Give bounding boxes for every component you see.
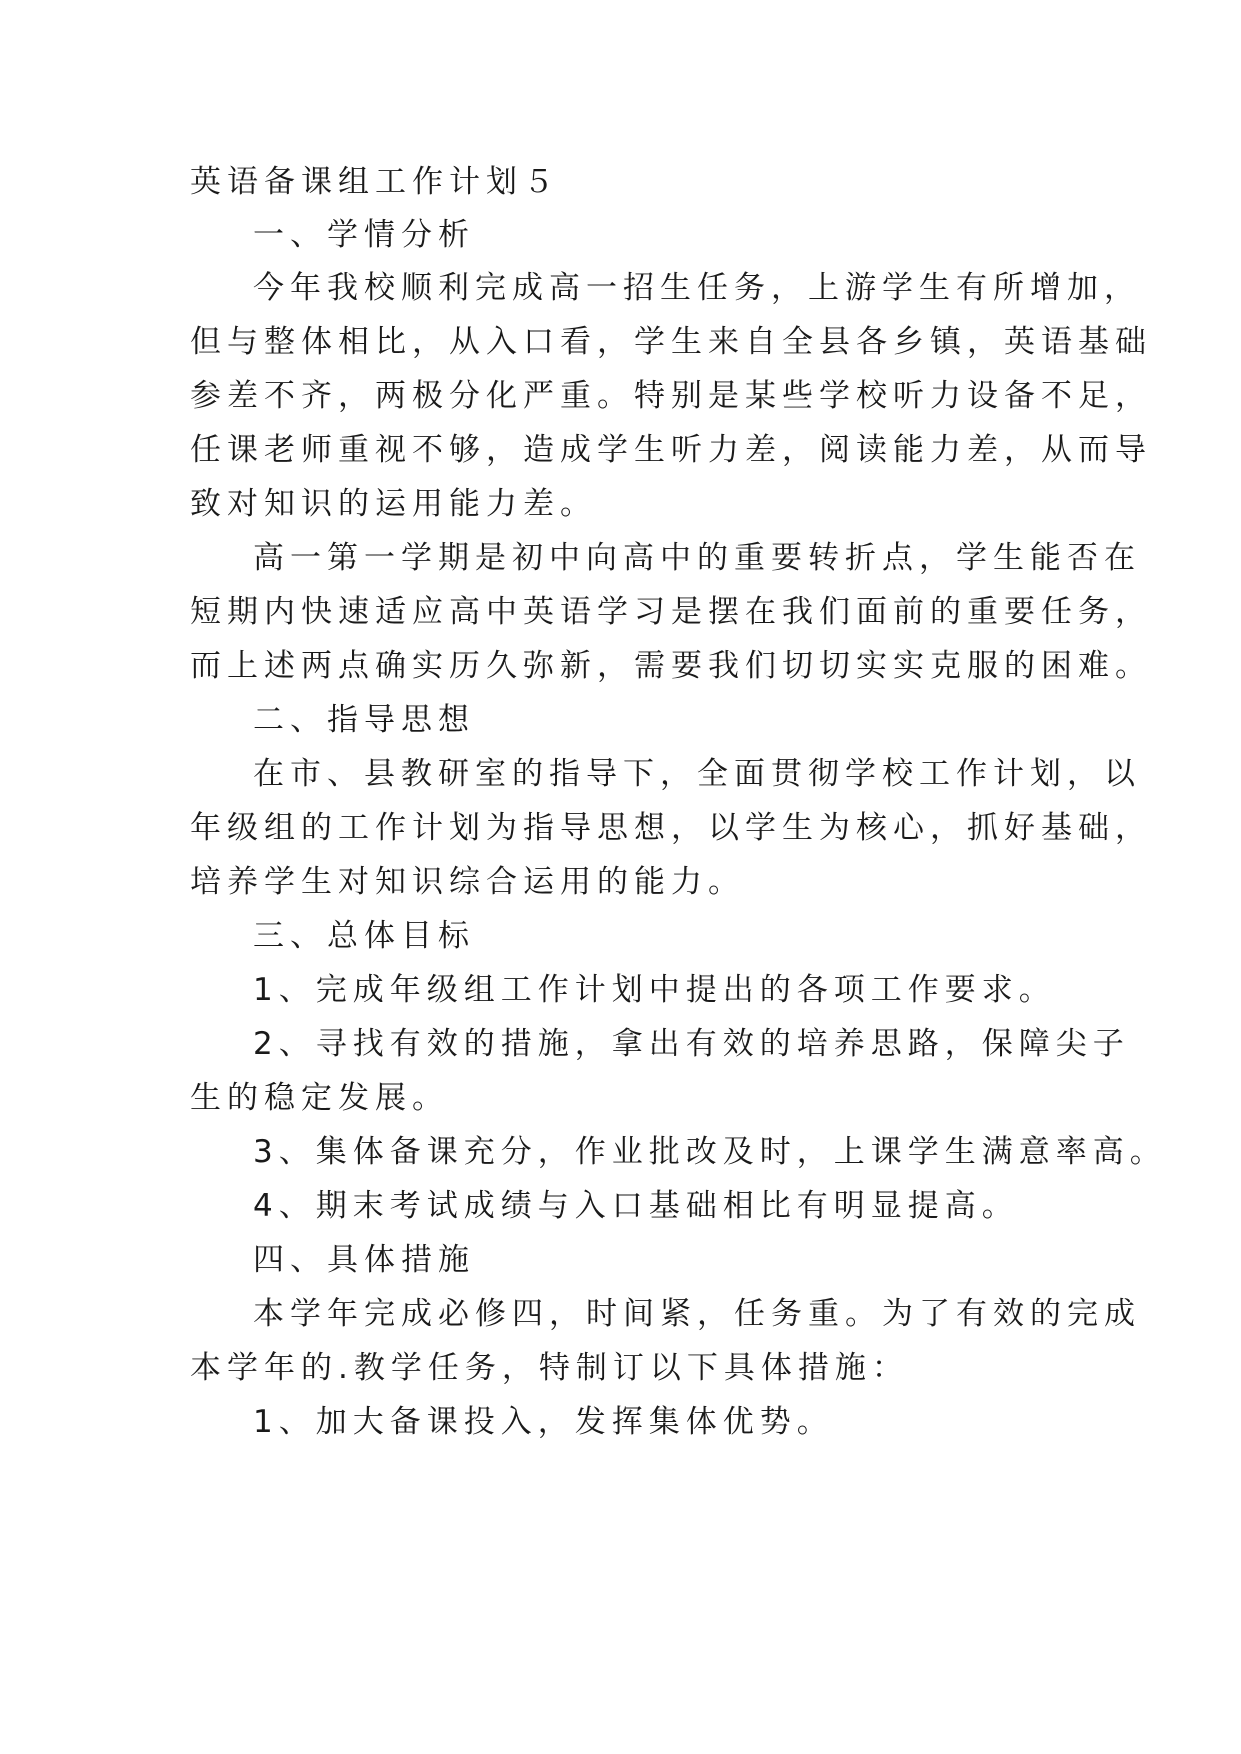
paragraph-line: 而上述两点确实历久弥新，需要我们切切实实克服的困难。 [190, 648, 1152, 684]
paragraph-line: 任课老师重视不够，造成学生听力差，阅读能力差，从而导 [190, 432, 1152, 468]
list-item: 1、加大备课投入，发挥集体优势。 [253, 1404, 834, 1440]
paragraph-line: 培养学生对知识综合运用的能力。 [190, 864, 745, 900]
list-item: 1、完成年级组工作计划中提出的各项工作要求。 [253, 972, 1056, 1008]
heading-2: 二、指导思想 [253, 702, 475, 738]
paragraph-line: 参差不齐，两极分化严重。特别是某些学校听力设备不足， [190, 378, 1152, 414]
heading-3: 三、总体目标 [253, 918, 475, 954]
paragraph-line: 今年我校顺利完成高一招生任务，上游学生有所增加， [253, 270, 1141, 306]
paragraph-line: 年级组的工作计划为指导思想，以学生为核心，抓好基础， [190, 810, 1152, 846]
paragraph-line: 生的稳定发展。 [190, 1080, 449, 1116]
document-title: 英语备课组工作计划５ [190, 164, 560, 200]
paragraph-line: 短期内快速适应高中英语学习是摆在我们面前的重要任务， [190, 594, 1152, 630]
paragraph-line: 高一第一学期是初中向高中的重要转折点，学生能否在 [253, 540, 1141, 576]
heading-1: 一、学情分析 [253, 217, 475, 253]
paragraph-line: 致对知识的运用能力差。 [190, 486, 597, 522]
heading-4: 四、具体措施 [253, 1242, 475, 1278]
paragraph-line: 本学年的.教学任务，特制订以下具体措施： [190, 1350, 909, 1386]
list-item: 4、期末考试成绩与入口基础相比有明显提高。 [253, 1188, 1019, 1224]
list-item: 3、集体备课充分，作业批改及时，上课学生满意率高。 [253, 1134, 1167, 1170]
paragraph-line: 本学年完成必修四，时间紧，任务重。为了有效的完成 [253, 1296, 1141, 1332]
list-item: 2、寻找有效的措施，拿出有效的培养思路，保障尖子 [253, 1026, 1130, 1062]
paragraph-line: 但与整体相比，从入口看，学生来自全县各乡镇，英语基础 [190, 324, 1152, 360]
paragraph-line: 在市、县教研室的指导下，全面贯彻学校工作计划，以 [253, 756, 1141, 792]
